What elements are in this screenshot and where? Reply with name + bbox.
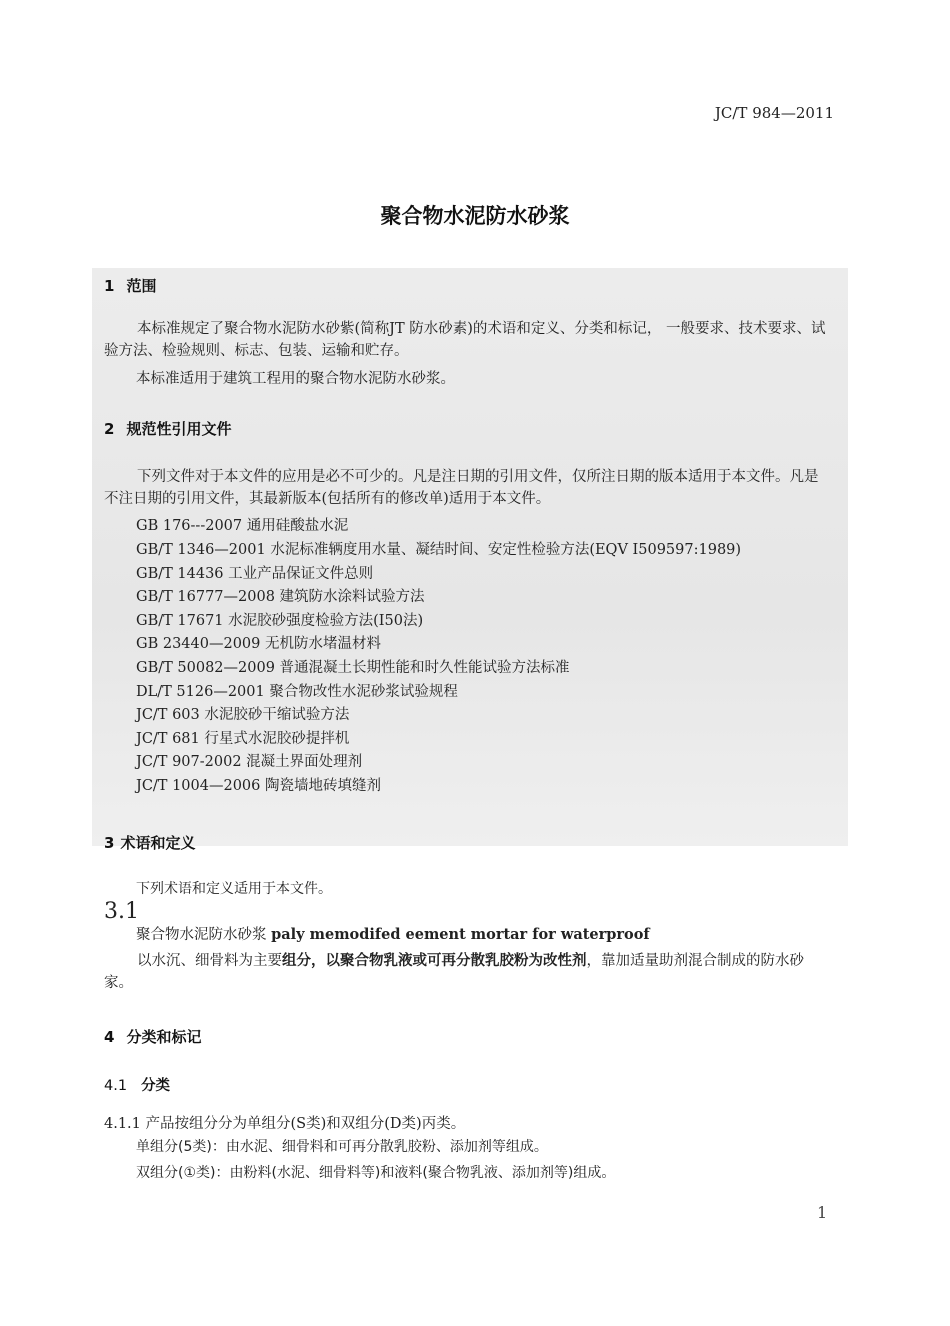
term-entry xyxy=(136,924,650,946)
section-2-title: 规范性引用文件 xyxy=(126,420,232,438)
reference-item: GB 176-‐-2007 通用硅酸盐水泥 xyxy=(136,518,349,534)
section-3-number: 3 xyxy=(104,834,115,852)
section-3-intro: 下列术语和定义适用于本文件。 xyxy=(136,881,332,897)
term-definition xyxy=(104,950,832,994)
term-english: paly memodifed eement mortar for waterproof xyxy=(271,926,650,943)
term-chinese: 聚合物水泥防水砂浆 xyxy=(136,927,267,943)
reference-item: GB 23440—2009 无机防水堵温材料 xyxy=(136,636,381,652)
subsection-4-1-heading xyxy=(104,1074,170,1095)
double-component-text: 双组分(①类)：由粉料(水泥、细骨料等)和液料(聚合物乳液、添加剂等)组成。 xyxy=(136,1165,616,1181)
section-2-number: 2 xyxy=(104,420,115,438)
document-code: JC/T 984—2011 xyxy=(714,104,834,122)
section-4-number: 4 xyxy=(104,1028,115,1046)
reference-item: JC/T 1004—2006 陶瓷墙地砖填缝剂 xyxy=(136,778,381,794)
section-3-heading xyxy=(104,832,195,853)
definition-part-1: 以水沉、细骨料为主要 xyxy=(137,953,282,969)
reference-item: GB/T 50082—2009 普通混凝土长期性能和时久性能试验方法标准 xyxy=(136,660,570,676)
section-2-heading xyxy=(104,418,231,439)
document-title: 聚合物水泥防水砂浆 xyxy=(380,204,570,228)
section-4-heading xyxy=(104,1026,201,1047)
definition-part-2: 组分，以聚合物乳液或可再分散乳胶粉为改性剂 xyxy=(282,953,587,969)
reference-item: JC/T 603 水泥胶砂干缩试验方法 xyxy=(136,707,350,723)
reference-item: GB/T 14436 工业产品保证文件总则 xyxy=(136,566,374,582)
page-number: 1 xyxy=(817,1203,828,1222)
section-1-paragraph-2: 本标准适用于建筑工程用的聚合物水泥防水砂浆。 xyxy=(136,371,455,387)
single-component-text: 单组分(5类)：由水泥、细骨料和可再分散乳胶粉、添加剂等组成。 xyxy=(136,1139,548,1155)
reference-item: JC/T 681 行星式水泥胶砂提拌机 xyxy=(136,731,350,747)
section-1-paragraph-1: 本标准规定了聚合物水泥防水砂紫(简称JT 防水砂素)的术语和定义、分类和标记， 一般要求、技术要求、试验方法、检验规则、标志、包装、运输和贮存。 xyxy=(104,321,826,359)
clause-4-1-1: 4.1.1 产品按组分分为单组分(S类)和双组分(D类)丙类。 xyxy=(104,1116,466,1132)
definition-part-3: ，靠加适量助剂混合制成的防水砂家。 xyxy=(104,953,804,991)
section-1-title: 范围 xyxy=(126,277,157,295)
reference-item: GB/T 16777—2008 建筑防水涂料试验方法 xyxy=(136,589,425,605)
subsection-4-1-title: 分类 xyxy=(141,1078,171,1094)
reference-item: GB/T 17671 水泥胶砂强度检验方法(I50法) xyxy=(136,613,424,629)
section-1-heading xyxy=(104,275,156,296)
subsection-4-1-number: 4.1 xyxy=(104,1078,128,1094)
section-2-intro: 下列文件对于本文件的应用是必不可少的。凡是注日期的引用文件，仅所注日期的版本适用于本文件。凡是不注日期的引用文件，其最新版本(包括所有的修改单)适用于本文件。 xyxy=(104,469,819,507)
section-4-title: 分类和标记 xyxy=(126,1028,202,1046)
section-1-number: 1 xyxy=(104,277,115,295)
reference-item: GB/T 1346—2001 水泥标准辆度用水量、凝结时间、安定性检验方法(EQV I509597:1989) xyxy=(136,542,742,558)
section-3-title: 术语和定义 xyxy=(120,834,196,852)
term-number: 3.1 xyxy=(104,899,139,924)
reference-item: JC/T 907-2002 混凝土界面处理剂 xyxy=(136,754,363,770)
reference-item: DL/T 5126—2001 聚合物改性水泥砂浆试验规程 xyxy=(136,684,458,700)
